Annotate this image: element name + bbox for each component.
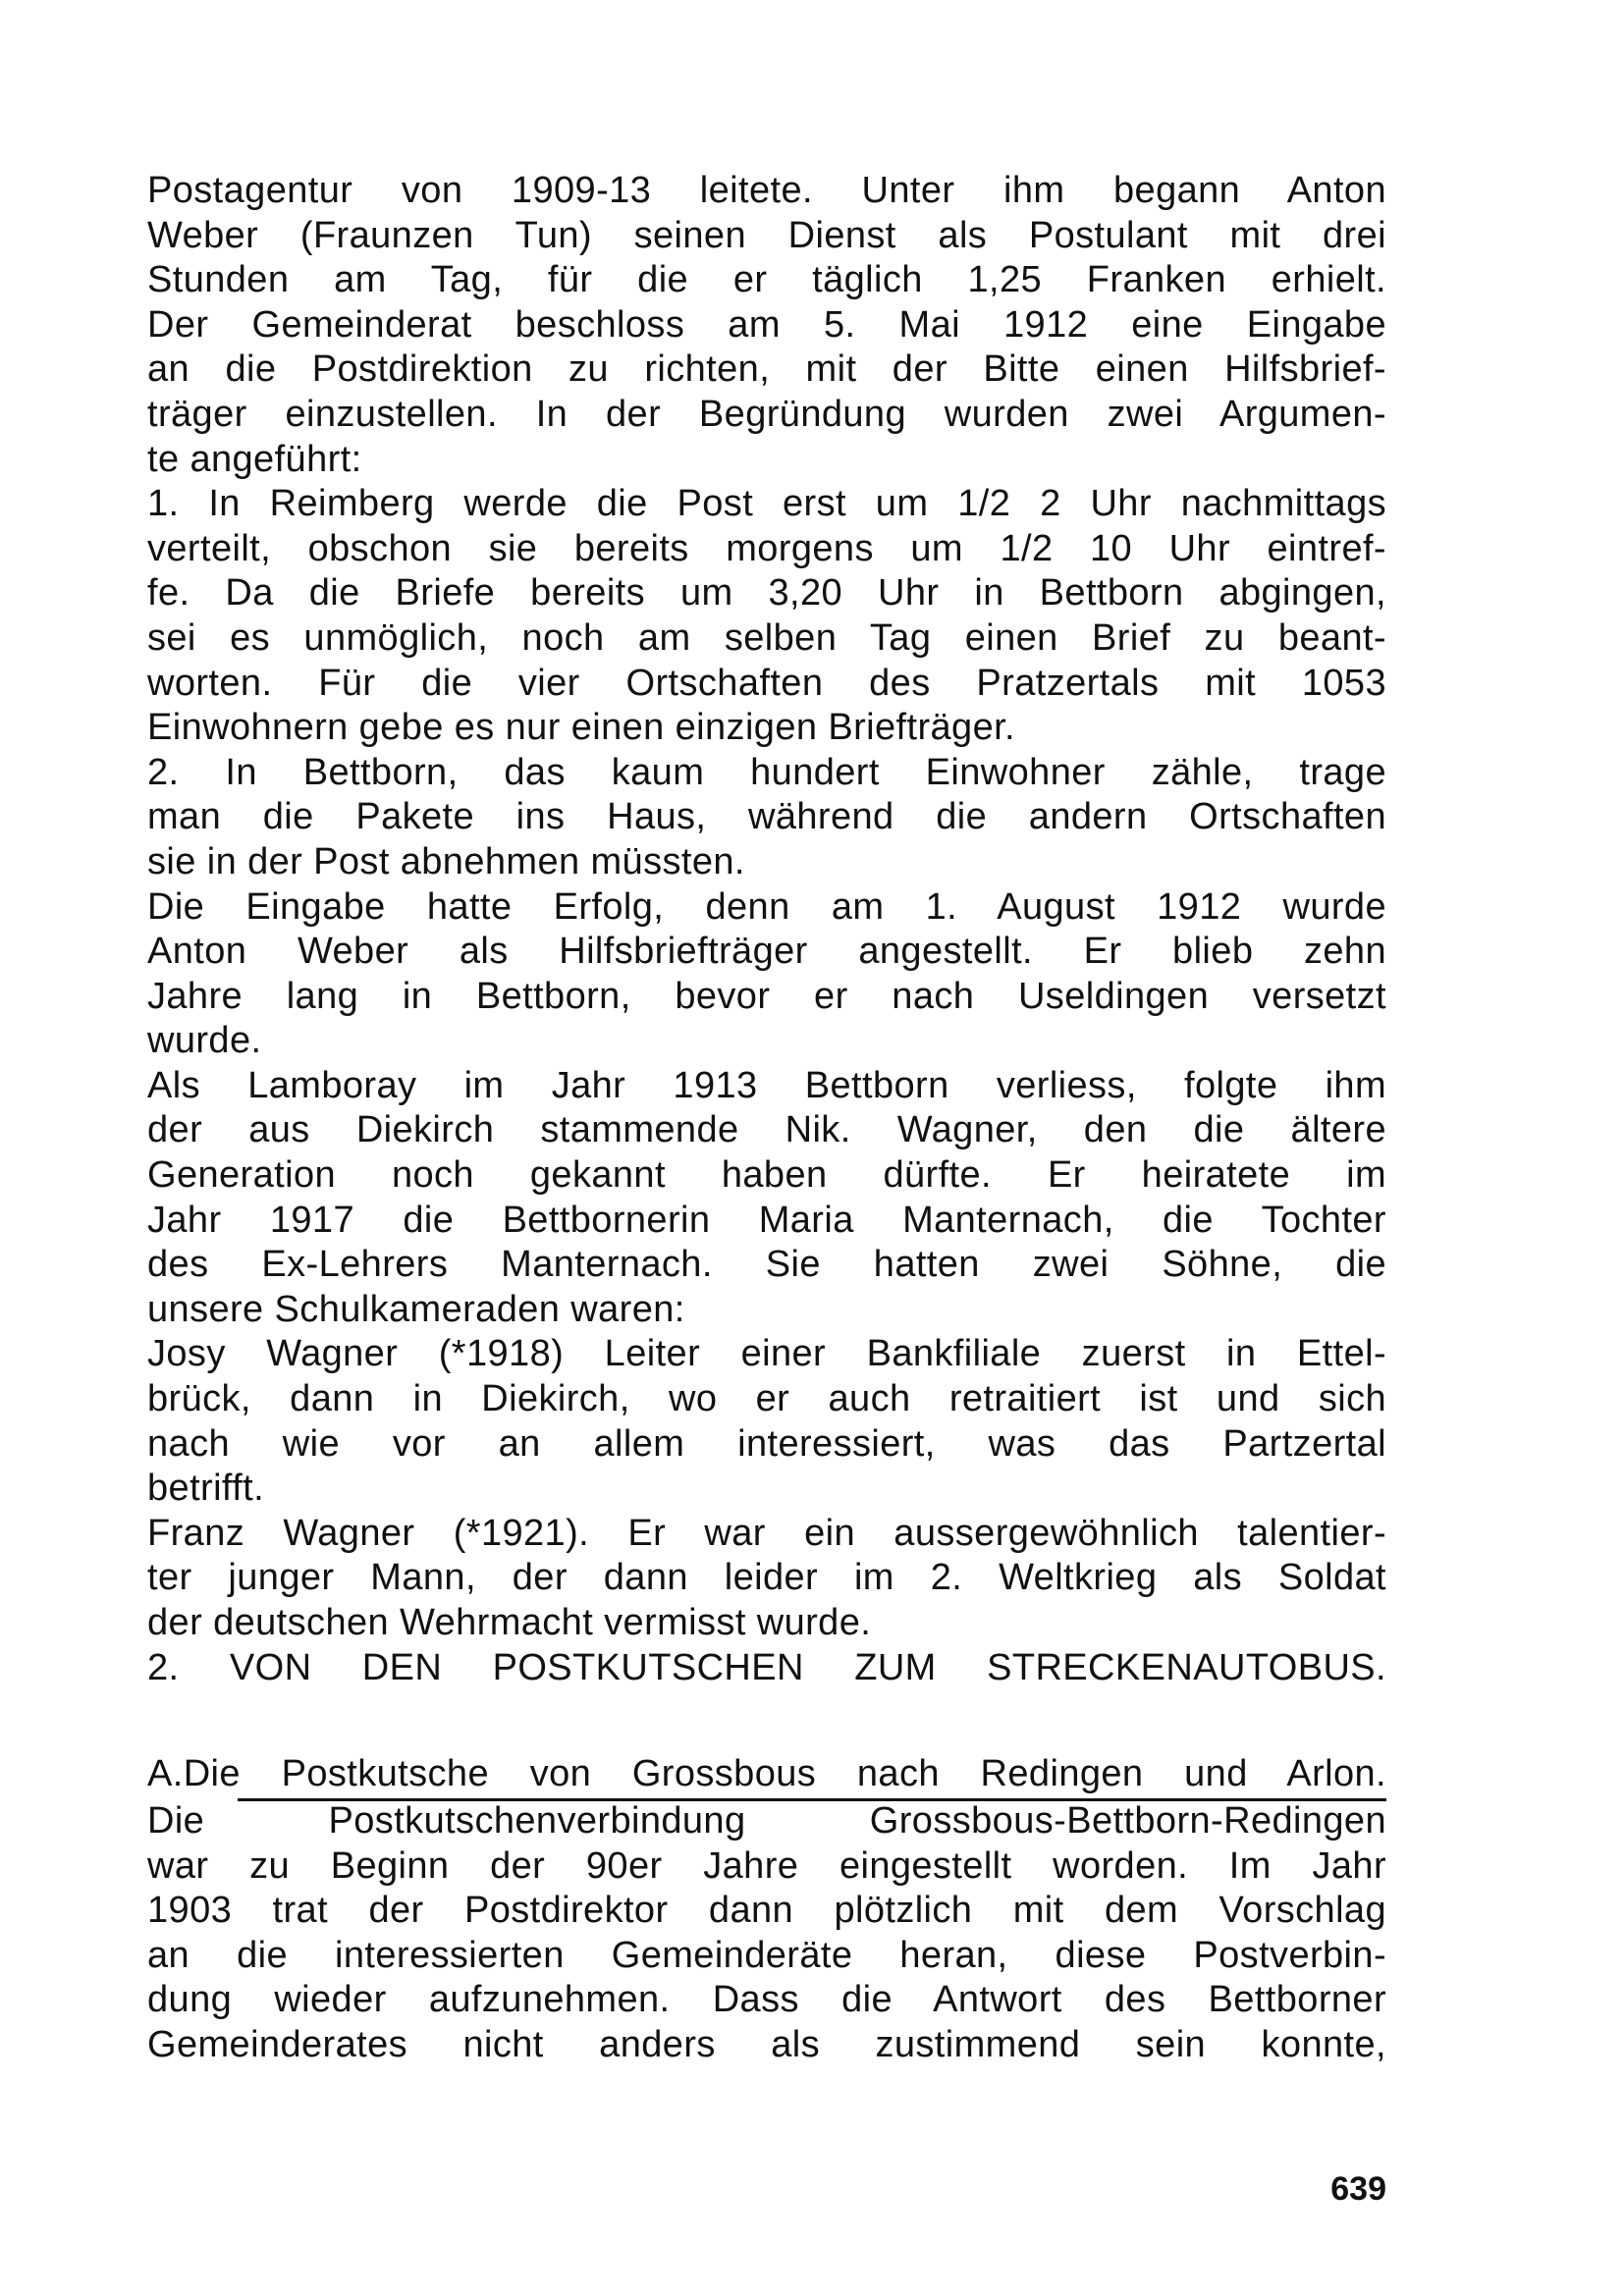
page-number: 639 — [1330, 2170, 1386, 2208]
text-line: Jahre lang in Bettborn, bevor er nach Useldingen versetzt — [147, 975, 1386, 1017]
text-line: fe. Da die Briefe bereits um 3,20 Uhr in Bettborn abgingen, — [147, 572, 1386, 614]
text-line: Postagentur von 1909-13 leitete. Unter ihm begann Anton — [147, 170, 1386, 211]
section-text-block — [147, 1799, 1386, 2068]
text-line: Generation noch gekannt haben dürfte. Er heiratete im — [147, 1154, 1386, 1197]
text-line: Gemeinderates nicht anders als zustimmend sein konnte, — [147, 2023, 1386, 2065]
text-line: ter junger Mann, der dann leider im 2. Weltkrieg als Soldat — [147, 1557, 1386, 1599]
text-line: Stunden am Tag, für die er täglich 1,25 Franken erhielt. — [147, 259, 1386, 301]
text-line: war zu Beginn der 90er Jahre eingestellt worden. Im Jahr — [147, 1844, 1386, 1887]
subsection-heading: A.Die Postkutsche von Grossbous nach Redingen und Arlon. — [147, 1753, 1386, 1794]
text-line: der deutschen Wehrmacht vermisst wurde. — [147, 1602, 872, 1643]
text-line: an die interessierten Gemeinderäte heran, diese Postverbin- — [147, 1934, 1386, 1976]
text-line: an die Postdirektion zu richten, mit der Bitte einen Hilfsbrief- — [147, 348, 1386, 391]
text-line: Franz Wagner (*1921). Er war ein aussergewöhnlich talentier- — [147, 1512, 1386, 1554]
text-line: Anton Weber als Hilfsbriefträger angestellt. Er blieb zehn — [147, 931, 1386, 973]
text-line: betrifft. — [147, 1468, 265, 1510]
text-line: unsere Schulkameraden waren: — [147, 1288, 685, 1330]
text-line: Als Lamboray im Jahr 1913 Bettborn verliess, folgte ihm — [147, 1064, 1386, 1106]
text-line: 1. In Reimberg werde die Post erst um 1/2 2 Uhr nachmittags — [147, 483, 1386, 525]
text-line: Der Gemeinderat beschloss am 5. Mai 1912 eine Eingabe — [147, 303, 1386, 346]
text-line: verteilt, obschon sie bereits morgens um 1/2 10 Uhr eintref- — [147, 527, 1386, 569]
text-line: 2. In Bettborn, das kaum hundert Einwohner zähle, trage — [147, 751, 1386, 793]
text-line: des Ex-Lehrers Manternach. Sie hatten zwei Söhne, die — [147, 1244, 1386, 1286]
text-line: sei es unmöglich, noch am selben Tag einen Brief zu beant- — [147, 616, 1386, 659]
text-line: Die Postkutschenverbindung Grossbous-Bettborn-Redingen — [147, 1800, 1386, 1842]
body-text-block — [147, 169, 1386, 1690]
text-line: sie in der Post abnehmen müssten. — [147, 840, 745, 882]
text-line: brück, dann in Diekirch, wo er auch retraitiert ist und sich — [147, 1378, 1386, 1420]
text-line: worten. Für die vier Ortschaften des Pratzertals mit 1053 — [147, 662, 1386, 704]
text-line: Jahr 1917 die Bettbornerin Maria Manternach, die Tochter — [147, 1199, 1386, 1241]
text-line: Einwohnern gebe es nur einen einzigen Briefträger. — [147, 707, 1016, 749]
text-line: Weber (Fraunzen Tun) seinen Dienst als Postulant mit drei — [147, 214, 1386, 256]
text-line: träger einzustellen. In der Begründung wurden zwei Argumen- — [147, 393, 1386, 435]
text-line: man die Pakete ins Haus, während die andern Ortschaften — [147, 796, 1386, 838]
text-line: der aus Diekirch stammende Nik. Wagner, den die ältere — [147, 1109, 1386, 1151]
text-line: te angeführt: — [147, 438, 362, 480]
text-line: wurde. — [147, 1020, 262, 1062]
section-heading: 2. VON DEN POSTKUTSCHEN ZUM STRECKENAUTOBUS. — [147, 1646, 1386, 1688]
text-line: Josy Wagner (*1918) Leiter einer Bankfiliale zuerst in Ettel- — [147, 1333, 1386, 1375]
text-line: 1903 trat der Postdirektor dann plötzlich mit dem Vorschlag — [147, 1890, 1386, 1932]
text-line: nach wie vor an allem interessiert, was das Partzertal — [147, 1422, 1386, 1465]
text-line: Die Eingabe hatte Erfolg, denn am 1. August 1912 wurde — [147, 885, 1386, 928]
text-line: dung wieder aufzunehmen. Dass die Antwort des Bettborner — [147, 1979, 1386, 2021]
